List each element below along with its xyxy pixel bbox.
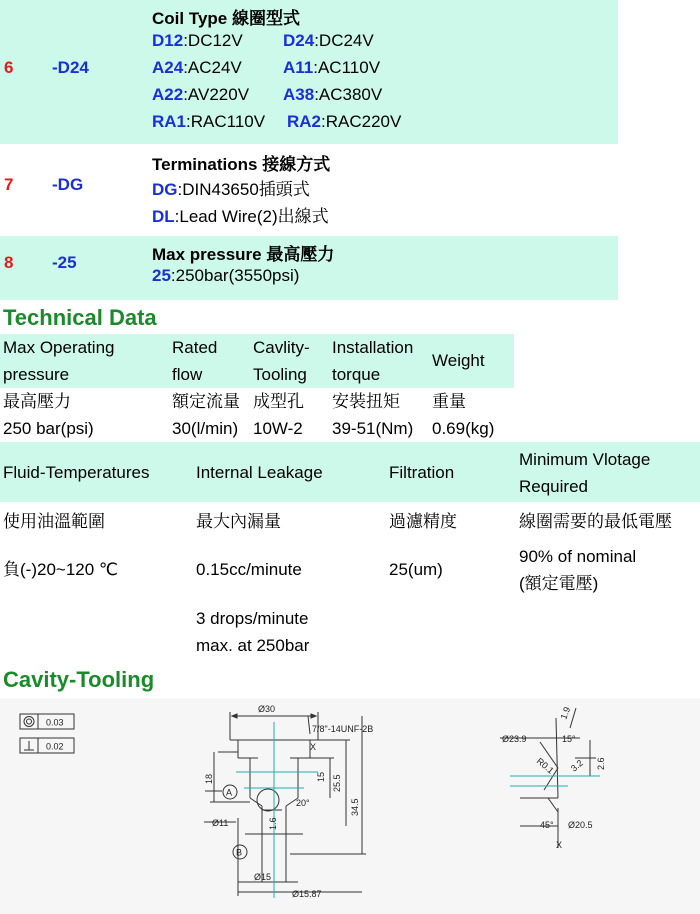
option-item <box>287 112 401 132</box>
table1-header: Installation <box>332 338 414 357</box>
row-code: -25 <box>52 253 77 272</box>
table1-value: 30(l/min) <box>172 419 239 438</box>
option-value: :RAC220V <box>321 112 402 131</box>
table1-value: 39-51(Nm) <box>332 419 414 438</box>
table2-zh: 最大內漏量 <box>196 512 281 531</box>
d1587-label: Ø15.87 <box>292 889 322 899</box>
d205-label: Ø20.5 <box>568 820 593 830</box>
d30-label: Ø30 <box>258 704 276 714</box>
table2-header: Internal Leakage <box>196 463 323 482</box>
table2-zh: 線圈需要的最低電壓 <box>519 512 672 531</box>
tol1-text: 0.03 <box>46 717 64 728</box>
row-code: -DG <box>52 175 84 194</box>
table2-header: Required <box>519 477 588 496</box>
table1-value: 0.69(kg) <box>432 419 495 438</box>
table1-header: torque <box>332 365 381 384</box>
row-heading: Coil Type 線圈型式 <box>152 9 300 28</box>
option-code: DG <box>152 180 178 199</box>
option-code: A38 <box>283 85 315 104</box>
table1-zh: 重量 <box>432 392 466 411</box>
option-value: :DC24V <box>314 31 374 50</box>
a15-label: 15° <box>562 734 576 744</box>
d239-label: Ø23.9 <box>502 734 527 744</box>
row-number: 7 <box>4 175 14 194</box>
cavity-drawing <box>0 698 700 914</box>
leakage-extra: 3 drops/minute <box>196 609 309 628</box>
option-code: D24 <box>283 31 315 50</box>
table1-zh: 成型孔 <box>253 392 304 411</box>
table2-value: 0.15cc/minute <box>196 560 302 579</box>
d15b-label: Ø15 <box>254 872 272 882</box>
d15-label: 15 <box>316 771 326 782</box>
thread-label: 7/8"-14UNF-2B <box>312 724 374 734</box>
x2-label: X <box>556 840 563 850</box>
table2-header: Fluid-Temperatures <box>3 463 150 482</box>
d11-label: Ø11 <box>212 818 229 828</box>
option-value: :AC110V <box>313 58 381 77</box>
option-code: A11 <box>283 58 314 77</box>
table2-zh: 過濾精度 <box>389 512 457 531</box>
row-heading: Max pressure 最高壓力 <box>152 245 335 264</box>
table1-value: 250 bar(psi) <box>3 419 94 438</box>
option-code: RA1 <box>152 112 187 131</box>
table1-header: pressure <box>3 365 70 384</box>
leakage-extra: max. at 250bar <box>196 636 310 655</box>
table1-header: Max Operating <box>3 338 115 357</box>
table1-header: Tooling <box>253 365 307 384</box>
option-value: :DC12V <box>183 31 243 50</box>
d16-label: 1.6 <box>268 817 278 830</box>
option-value: :AC380V <box>314 85 383 104</box>
table2-header: Filtration <box>389 463 455 482</box>
mark-b: B <box>236 847 243 858</box>
d345-label: 34.5 <box>350 798 360 816</box>
a20-label: 20° <box>296 798 310 808</box>
x1-label: X <box>310 742 317 752</box>
row-number: 6 <box>4 58 14 77</box>
mark-a: A <box>226 787 233 798</box>
tolerance-box-perpendicular <box>20 738 74 753</box>
option-item <box>152 85 249 105</box>
row-number: 8 <box>4 253 14 272</box>
option-item <box>283 85 382 105</box>
cavity-tooling-title: Cavity-Tooling <box>3 667 155 692</box>
table2-value: 90% of nominal <box>519 547 637 566</box>
d255-label: 25.5 <box>332 774 342 792</box>
r01-label: R0.1 <box>534 755 556 776</box>
option-item <box>152 31 243 51</box>
option-code: D12 <box>152 31 184 50</box>
table2-value: 25(um) <box>389 560 443 579</box>
d32-label: 3.2 <box>568 757 585 774</box>
option-code: A24 <box>152 58 184 77</box>
tol2-text: 0.02 <box>46 741 64 752</box>
tolerance-box-concentricity <box>20 714 74 729</box>
option-item <box>152 175 310 200</box>
table2-zh: 使用油溫範圍 <box>3 512 105 531</box>
table1-header: Cavlity- <box>253 338 310 357</box>
table1-zh: 最高壓力 <box>3 392 71 411</box>
table2-value: (額定電壓) <box>519 574 599 593</box>
option-code: DL <box>152 207 175 226</box>
option-code: A22 <box>152 85 184 104</box>
technical-data-title: Technical Data <box>3 305 157 330</box>
option-item <box>152 58 242 78</box>
option-item <box>152 112 265 132</box>
d19-label: 1.9 <box>558 705 573 721</box>
option-value: :AC24V <box>183 58 242 77</box>
table1-header: Weight <box>432 351 485 370</box>
option-value: :DIN43650插頭式 <box>177 180 310 199</box>
a45-label: 45° <box>540 820 554 830</box>
option-code: 25 <box>152 266 171 285</box>
option-value: :250bar(3550psi) <box>170 266 300 285</box>
table1-header: flow <box>172 365 203 384</box>
row-code: -D24 <box>52 58 89 77</box>
cavity-section <box>204 712 366 896</box>
table2-value: 負(-)20~120 ℃ <box>3 560 118 579</box>
option-item <box>152 202 329 227</box>
option-item <box>283 58 380 78</box>
d18-label: 18 <box>204 773 214 784</box>
table1-value: 10W-2 <box>253 419 303 438</box>
option-item <box>152 266 299 286</box>
table1-zh: 額定流量 <box>172 392 240 411</box>
table1-header: Rated <box>172 338 218 357</box>
option-code: RA2 <box>287 112 322 131</box>
option-value: :Lead Wire(2)出線式 <box>174 207 329 226</box>
d26-label: 2.6 <box>596 757 606 770</box>
table2-header: Minimum Vlotage <box>519 450 651 469</box>
option-item <box>283 31 374 51</box>
option-value: :AV220V <box>183 85 250 104</box>
row-heading: Terminations 接線方式 <box>152 155 331 174</box>
table1-zh: 安裝扭矩 <box>332 392 400 411</box>
option-value: :RAC110V <box>186 112 266 131</box>
